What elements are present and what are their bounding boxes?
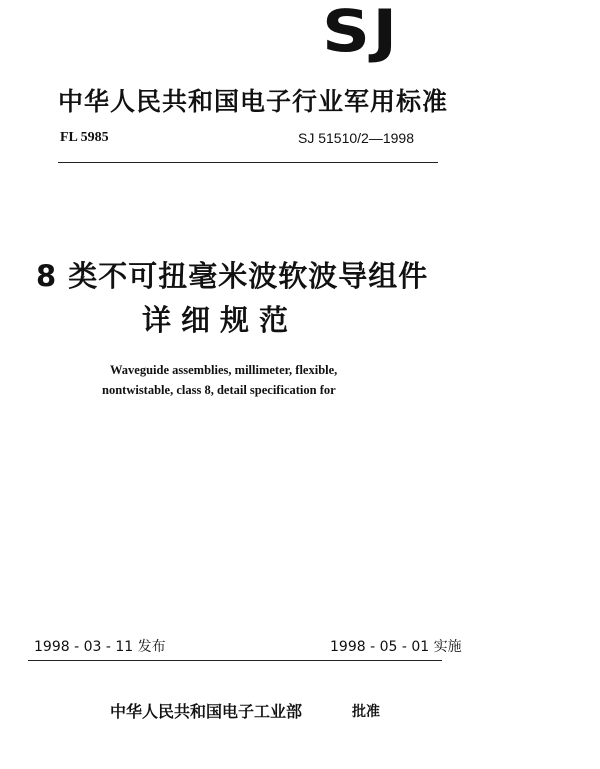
english-title-line-2: nontwistable, class 8, detail specification for xyxy=(102,383,336,397)
footer-divider xyxy=(28,660,442,661)
header-divider xyxy=(58,162,438,163)
approval-label: 批准 xyxy=(352,704,380,720)
classification-code: FL 5985 xyxy=(60,130,109,145)
approving-authority: 中华人民共和国电子工业部 xyxy=(110,702,303,721)
sj-logo: SJ xyxy=(322,0,400,65)
main-title-line-1: 8 类不可扭毫米波软波导组件 xyxy=(36,259,429,293)
organization-standard-title: 中华人民共和国电子行业军用标准 xyxy=(58,87,449,116)
english-title-line-1: Waveguide assemblies, millimeter, flexible, xyxy=(110,363,338,377)
main-title-line-2: 详细规范 xyxy=(142,303,299,337)
issue-date: 1998 - 03 - 11 发布 xyxy=(34,639,166,655)
implementation-date: 1998 - 05 - 01 实施 xyxy=(330,639,462,655)
standard-number: SJ 51510/2—1998 xyxy=(298,130,414,146)
